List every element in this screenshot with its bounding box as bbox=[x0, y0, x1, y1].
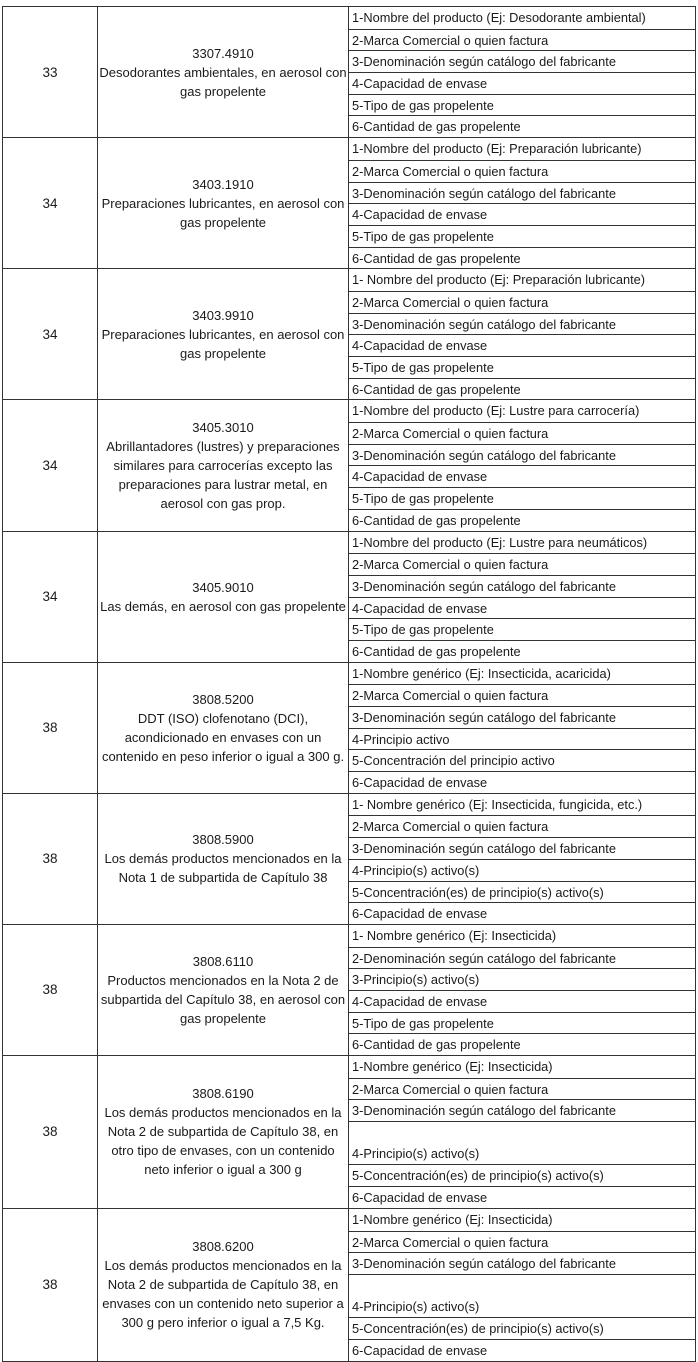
requirement-item: 2-Marca Comercial o quien factura bbox=[349, 291, 695, 313]
requirement-item: 2-Marca Comercial o quien factura bbox=[349, 160, 695, 182]
requirement-item: 3-Denominación según catálogo del fabricante bbox=[349, 313, 695, 335]
requirement-item: 2-Marca Comercial o quien factura bbox=[349, 29, 695, 51]
tariff-description: Abrillantadores (lustres) y preparaciones similares para carrocerías excepto las preparaciones para lustrar metal, en aerosol con gas prop. bbox=[106, 438, 340, 511]
requirement-item: 4-Principio(s) activo(s) bbox=[349, 1121, 695, 1164]
requirements-cell bbox=[349, 1208, 696, 1361]
tariff-description: Las demás, en aerosol con gas propelente bbox=[100, 598, 346, 614]
requirement-item: 3-Principio(s) activo(s) bbox=[349, 968, 695, 990]
requirement-item: 2-Marca Comercial o quien factura bbox=[349, 1078, 695, 1100]
requirement-item: 3-Denominación según catálogo del fabricante bbox=[349, 575, 695, 597]
requirement-item: 5-Tipo de gas propelente bbox=[349, 618, 695, 640]
requirement-item: 5-Concentración del principio activo bbox=[349, 749, 695, 771]
requirement-item: 2-Marca Comercial o quien factura bbox=[349, 553, 695, 575]
tariff-description: Productos mencionados en la Nota 2 de subpartida del Capítulo 38, en aerosol con gas propelente bbox=[100, 972, 346, 1026]
chapter-number: 34 bbox=[3, 138, 98, 269]
requirement-item: 3-Denominación según catálogo del fabricante bbox=[349, 182, 695, 204]
tariff-description-cell bbox=[98, 1056, 349, 1209]
tariff-description: Desodorantes ambientales, en aerosol con gas propelente bbox=[99, 64, 347, 99]
tariff-description: DDT (ISO) clofenotano (DCI), acondicionado en envases con un contenido en peso inferior o igual a 300 g. bbox=[101, 710, 345, 764]
requirement-item: 4-Principio(s) activo(s) bbox=[349, 1274, 695, 1317]
tariff-code: 3403.1910 bbox=[192, 176, 254, 192]
tariff-code: 3808.6190 bbox=[192, 1086, 254, 1102]
requirement-item: 1- Nombre genérico (Ej: Insecticida) bbox=[352, 927, 557, 943]
requirements-cell bbox=[349, 793, 696, 924]
tariff-description: Los demás productos mencionados en la Nota 2 de subpartida de Capítulo 38, en otro tipo de envases, con un contenido neto inferior o igual a 300 g bbox=[104, 1105, 342, 1178]
requirement-item: 1- Nombre genérico (Ej: Insecticida, fungicida, etc.) bbox=[352, 796, 643, 812]
tariff-code: 3808.5200 bbox=[192, 691, 254, 707]
table-row bbox=[3, 924, 696, 1055]
chapter-number: 38 bbox=[3, 924, 98, 1055]
tariff-description-cell bbox=[98, 7, 349, 138]
requirement-item: 5-Tipo de gas propelente bbox=[349, 225, 695, 247]
requirement-item: 1-Nombre del producto (Ej: Lustre para neumáticos) bbox=[352, 534, 648, 550]
tariff-description-cell bbox=[98, 400, 349, 531]
requirement-item: 2-Denominación según catálogo del fabricante bbox=[349, 947, 695, 969]
tariff-code: 3405.9010 bbox=[192, 579, 254, 595]
requirement-item: 5-Tipo de gas propelente bbox=[349, 356, 695, 378]
tariff-description: Los demás productos mencionados en la Nota 1 de subpartida de Capítulo 38 bbox=[104, 851, 342, 886]
chapter-number: 38 bbox=[3, 662, 98, 793]
tariff-description: Preparaciones lubricantes, en aerosol con gas propelente bbox=[101, 195, 345, 230]
chapter-number: 34 bbox=[3, 269, 98, 400]
tariff-code: 3808.6200 bbox=[192, 1239, 254, 1255]
requirement-item: 5-Concentración(es) de principio(s) activo(s) bbox=[349, 1317, 695, 1339]
requirement-item: 6-Cantidad de gas propelente bbox=[349, 509, 695, 531]
requirement-item: 1-Nombre del producto (Ej: Preparación lubricante) bbox=[352, 141, 642, 157]
requirement-item: 5-Concentración(es) de principio(s) activo(s) bbox=[349, 881, 695, 903]
tariff-description-cell bbox=[98, 138, 349, 269]
requirement-item: 3-Denominación según catálogo del fabricante bbox=[349, 706, 695, 728]
table-row bbox=[3, 7, 696, 138]
requirement-item: 6-Capacidad de envase bbox=[349, 902, 695, 924]
tariff-description-cell bbox=[98, 269, 349, 400]
requirements-cell bbox=[349, 269, 696, 400]
requirement-item: 6-Capacidad de envase bbox=[349, 1186, 695, 1208]
table-row bbox=[3, 793, 696, 924]
table-row bbox=[3, 269, 696, 400]
chapter-number: 33 bbox=[3, 7, 98, 138]
chapter-number: 38 bbox=[3, 1208, 98, 1361]
table-row bbox=[3, 1056, 696, 1209]
requirement-item: 6-Cantidad de gas propelente bbox=[349, 115, 695, 137]
chapter-number: 38 bbox=[3, 793, 98, 924]
requirement-item: 6-Cantidad de gas propelente bbox=[349, 378, 695, 400]
requirement-item: 4-Capacidad de envase bbox=[349, 597, 695, 619]
requirement-item: 6-Capacidad de envase bbox=[349, 771, 695, 793]
requirement-item: 6-Capacidad de envase bbox=[349, 1339, 695, 1361]
requirement-item: 4-Capacidad de envase bbox=[349, 990, 695, 1012]
table-row bbox=[3, 531, 696, 662]
table-body bbox=[3, 7, 696, 1362]
tariff-code: 3808.5900 bbox=[192, 832, 254, 848]
tariff-description-cell bbox=[98, 793, 349, 924]
requirement-item: 3-Denominación según catálogo del fabricante bbox=[349, 50, 695, 72]
tariff-description-cell bbox=[98, 531, 349, 662]
requirement-item: 4-Principio(s) activo(s) bbox=[349, 859, 695, 881]
requirements-cell bbox=[349, 138, 696, 269]
requirement-item: 5-Tipo de gas propelente bbox=[349, 487, 695, 509]
requirements-cell bbox=[349, 7, 696, 138]
requirement-item: 4-Capacidad de envase bbox=[349, 334, 695, 356]
requirement-item: 6-Cantidad de gas propelente bbox=[349, 1033, 695, 1055]
tariff-description: Los demás productos mencionados en la Nota 2 de subpartida de Capítulo 38, en envases con un contenido neto superior a 300 g pero inferior o igual a 7,5 Kg. bbox=[102, 1258, 344, 1331]
requirement-item: 4-Capacidad de envase bbox=[349, 465, 695, 487]
tariff-code: 3405.3010 bbox=[192, 419, 254, 435]
requirement-item: 3-Denominación según catálogo del fabricante bbox=[349, 1252, 695, 1274]
requirement-item: 2-Marca Comercial o quien factura bbox=[349, 815, 695, 837]
requirement-item: 1- Nombre del producto (Ej: Preparación lubricante) bbox=[352, 272, 646, 288]
requirement-item: 2-Marca Comercial o quien factura bbox=[349, 1231, 695, 1253]
chapter-number: 38 bbox=[3, 1056, 98, 1209]
chapter-number: 34 bbox=[3, 400, 98, 531]
requirement-item: 5-Tipo de gas propelente bbox=[349, 1012, 695, 1034]
requirement-item: 4-Principio activo bbox=[349, 728, 695, 750]
requirement-item: 1-Nombre del producto (Ej: Desodorante ambiental) bbox=[352, 10, 646, 25]
table-row bbox=[3, 400, 696, 531]
requirements-cell bbox=[349, 1056, 696, 1209]
tariff-description-cell bbox=[98, 662, 349, 793]
requirement-item: 4-Capacidad de envase bbox=[349, 203, 695, 225]
requirements-cell bbox=[349, 531, 696, 662]
requirement-item: 5-Tipo de gas propelente bbox=[349, 94, 695, 116]
tariff-description-cell bbox=[98, 924, 349, 1055]
requirements-cell bbox=[349, 662, 696, 793]
requirement-item: 6-Cantidad de gas propelente bbox=[349, 247, 695, 269]
tariff-code: 3808.6110 bbox=[192, 953, 254, 969]
requirement-item: 5-Concentración(es) de principio(s) activo(s) bbox=[349, 1164, 695, 1186]
requirement-item: 3-Denominación según catálogo del fabricante bbox=[349, 837, 695, 859]
requirement-item: 3-Denominación según catálogo del fabricante bbox=[349, 1099, 695, 1121]
requirement-item: 1-Nombre del producto (Ej: Lustre para carrocería) bbox=[352, 403, 640, 419]
requirement-item: 2-Marca Comercial o quien factura bbox=[349, 422, 695, 444]
table-row bbox=[3, 662, 696, 793]
tariff-requirements-table bbox=[2, 6, 696, 1362]
requirements-cell bbox=[349, 400, 696, 531]
requirement-item: 4-Capacidad de envase bbox=[349, 72, 695, 94]
table-row bbox=[3, 1208, 696, 1361]
requirement-item: 1-Nombre genérico (Ej: Insecticida) bbox=[352, 1059, 553, 1074]
requirement-item: 2-Marca Comercial o quien factura bbox=[349, 684, 695, 706]
tariff-description: Preparaciones lubricantes, en aerosol con gas propelente bbox=[101, 326, 345, 361]
requirement-item: 1-Nombre genérico (Ej: Insecticida) bbox=[352, 1211, 553, 1227]
requirement-item: 1-Nombre genérico (Ej: Insecticida, acaricida) bbox=[352, 665, 611, 681]
requirement-item: 3-Denominación según catálogo del fabricante bbox=[349, 444, 695, 466]
tariff-description-cell bbox=[98, 1208, 349, 1361]
tariff-code: 3307.4910 bbox=[192, 45, 254, 61]
requirement-item: 6-Cantidad de gas propelente bbox=[349, 640, 695, 662]
requirements-cell bbox=[349, 924, 696, 1055]
chapter-number: 34 bbox=[3, 531, 98, 662]
table-row bbox=[3, 138, 696, 269]
tariff-code: 3403.9910 bbox=[192, 307, 254, 323]
